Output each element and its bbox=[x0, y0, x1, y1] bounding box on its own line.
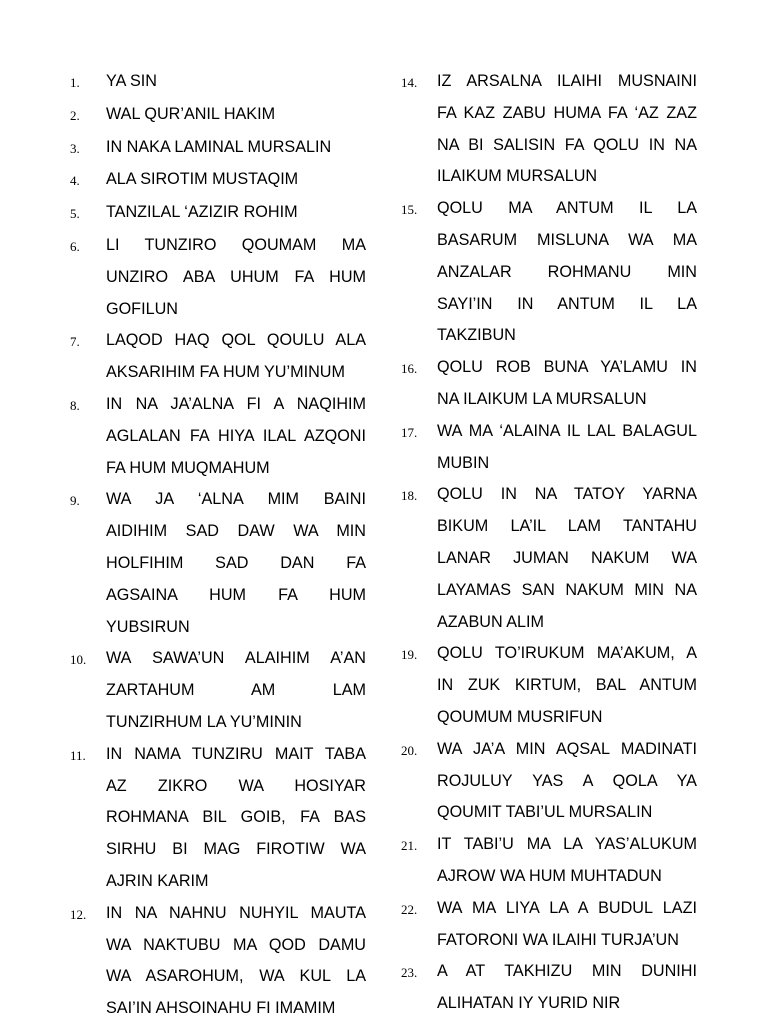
verse-number: 6. bbox=[70, 238, 80, 254]
verse-line: WA JA ‘ALNA MIM BAINI bbox=[106, 490, 366, 509]
verse-line: WA NAKTUBU MA QOD DAMU bbox=[106, 935, 366, 954]
verse-line: IN NAMA TUNZIRU MAIT TABA bbox=[106, 744, 366, 763]
verse-item bbox=[401, 638, 697, 733]
verse-line: LI TUNZIRO QOUMAM MA bbox=[106, 235, 366, 254]
verse-line: SIRHU BI MAG FIROTIW WA bbox=[106, 840, 366, 859]
verse-text bbox=[437, 734, 697, 829]
verse-line: IN NAKA LAMINAL MURSALIN bbox=[106, 137, 332, 156]
verse-line: WA ASAROHUM, WA KUL LA bbox=[106, 967, 366, 986]
verse-text bbox=[106, 325, 366, 389]
verse-line: IN ZUK KIRTUM, BAL ANTUM bbox=[437, 676, 697, 695]
verse-number: 4. bbox=[70, 173, 80, 189]
verse-number: 15. bbox=[401, 202, 418, 218]
verse-line: FATORONI WA ILAIHI TURJA’UN bbox=[437, 930, 679, 949]
verse-item bbox=[70, 739, 366, 898]
verse-text bbox=[437, 66, 697, 193]
verse-line: QOLU ROB BUNA YA’LAMU IN bbox=[437, 358, 697, 377]
verse-line: BIKUM LA’IL LAM TANTAHU bbox=[437, 517, 697, 536]
verse-number: 2. bbox=[70, 107, 80, 123]
verse-line: AJRIN KARIM bbox=[106, 871, 209, 890]
verse-line: BASARUM MISLUNA WA MA bbox=[437, 230, 697, 249]
verse-text bbox=[437, 193, 697, 352]
verse-number: 17. bbox=[401, 424, 418, 440]
verse-line: AGSAINA HUM FA HUM bbox=[106, 585, 366, 604]
verse-number: 5. bbox=[70, 206, 80, 222]
verse-item bbox=[401, 193, 697, 352]
verse-line: A AT TAKHIZU MIN DUNIHI bbox=[437, 962, 697, 981]
verse-line: YA SIN bbox=[106, 72, 157, 90]
verse-line: FA HUM MUQMAHUM bbox=[106, 458, 270, 477]
verse-text bbox=[106, 66, 366, 98]
verse-line: QOLU TO’IRUKUM MA’AKUM, A bbox=[437, 644, 697, 663]
verse-text bbox=[437, 638, 697, 733]
verse-number: 19. bbox=[401, 647, 418, 663]
verse-line: AIDIHIM SAD DAW WA MIN bbox=[106, 522, 366, 541]
verse-number: 3. bbox=[70, 140, 80, 156]
verse-number: 1. bbox=[70, 75, 80, 90]
verse-line: LAYAMAS SAN NAKUM MIN NA bbox=[437, 580, 697, 599]
verse-item bbox=[401, 734, 697, 829]
verse-item bbox=[401, 829, 697, 893]
verse-line: QOUMUM MUSRIFUN bbox=[437, 707, 603, 726]
verse-text bbox=[106, 739, 366, 898]
verse-item bbox=[401, 352, 697, 416]
verse-item bbox=[70, 99, 366, 132]
verse-item bbox=[70, 484, 366, 643]
verse-line: NA ILAIKUM LA MURSALUN bbox=[437, 389, 647, 408]
verse-line: QOLU MA ANTUM IL LA bbox=[437, 199, 697, 218]
verse-line: SAYI’IN IN ANTUM IL LA bbox=[437, 294, 697, 313]
right-verse-column bbox=[401, 66, 697, 1020]
verse-line: IN NA JA’ALNA FI A NAQIHIM bbox=[106, 394, 366, 413]
verse-item bbox=[70, 325, 366, 389]
verse-line: ILAIKUM MURSALUN bbox=[437, 167, 598, 186]
verse-line: YUBSIRUN bbox=[106, 617, 190, 636]
verse-line: AKSARIHIM FA HUM YU’MINUM bbox=[106, 363, 345, 382]
verse-item bbox=[401, 66, 697, 193]
verse-text bbox=[437, 479, 697, 638]
verse-line: ALIHATAN IY YURID NIR bbox=[437, 994, 621, 1013]
verse-text bbox=[106, 389, 366, 484]
verse-text bbox=[437, 893, 697, 957]
verse-line: TANZILAL ‘AZIZIR ROHIM bbox=[106, 203, 298, 222]
verse-line: WA MA ‘ALAINA IL LAL BALAGUL bbox=[437, 421, 697, 440]
verse-text bbox=[106, 197, 366, 229]
verse-line: QOUMIT TABI’UL MURSALIN bbox=[437, 803, 653, 822]
verse-number: 12. bbox=[70, 906, 87, 922]
verse-line: WA MA LIYA LA A BUDUL LAZI bbox=[437, 898, 697, 917]
left-verse-column bbox=[70, 66, 366, 1025]
verse-line: UNZIRO ABA UHUM FA HUM bbox=[106, 267, 366, 286]
verse-text bbox=[437, 352, 697, 416]
verse-number: 23. bbox=[401, 965, 418, 981]
verse-text bbox=[106, 230, 366, 325]
verse-line: ZARTAHUM AM LAM bbox=[106, 681, 366, 700]
verse-line: ROJULUY YAS A QOLA YA bbox=[437, 771, 697, 790]
verse-item bbox=[70, 389, 366, 484]
verse-line: HOLFIHIM SAD DAN FA bbox=[106, 553, 366, 572]
verse-line: TAKZIBUN bbox=[437, 326, 516, 345]
verse-line: AGLALAN FA HIYA ILAL AZQONI bbox=[106, 426, 366, 445]
verse-item bbox=[70, 164, 366, 197]
verse-line: QOLU IN NA TATOY YARNA bbox=[437, 485, 697, 504]
verse-line: LANAR JUMAN NAKUM WA bbox=[437, 548, 697, 567]
verse-line: WA SAWA’UN ALAIHIM A’AN bbox=[106, 649, 366, 668]
verse-number: 22. bbox=[401, 901, 418, 917]
verse-item bbox=[70, 132, 366, 165]
verse-item bbox=[401, 479, 697, 638]
verse-number: 8. bbox=[70, 397, 80, 413]
verse-line: TUNZIRHUM LA YU’MININ bbox=[106, 712, 302, 731]
verse-line: GOFILUN bbox=[106, 299, 178, 318]
verse-item bbox=[70, 230, 366, 325]
verse-number: 21. bbox=[401, 838, 418, 854]
verse-text bbox=[106, 164, 366, 196]
verse-number: 14. bbox=[401, 75, 418, 90]
verse-line: IT TABI’U MA LA YAS’ALUKUM bbox=[437, 835, 697, 854]
verse-item bbox=[401, 956, 697, 1020]
verse-text bbox=[437, 956, 697, 1020]
verse-number: 7. bbox=[70, 334, 80, 350]
verse-text bbox=[106, 898, 366, 1025]
verse-item bbox=[401, 416, 697, 480]
verse-text bbox=[106, 132, 366, 164]
verse-text bbox=[437, 829, 697, 893]
verse-number: 20. bbox=[401, 742, 418, 758]
verse-line: IN NA NAHNU NUHYIL MAUTA bbox=[106, 903, 366, 922]
verse-item bbox=[70, 66, 366, 99]
verse-text bbox=[106, 643, 366, 738]
verse-number: 18. bbox=[401, 488, 418, 504]
verse-line: WAL QUR’ANIL HAKIM bbox=[106, 104, 276, 123]
verse-line: FA KAZ ZABU HUMA FA ‘AZ ZAZ bbox=[437, 103, 697, 122]
verse-line: AZ ZIKRO WA HOSIYAR bbox=[106, 776, 366, 795]
verse-line: ALA SIROTIM MUSTAQIM bbox=[106, 170, 299, 189]
verse-line: ROHMANA BIL GOIB, FA BAS bbox=[106, 808, 366, 827]
verse-line: NA BI SALISIN FA QOLU IN NA bbox=[437, 135, 697, 154]
verse-number: 10. bbox=[70, 652, 87, 668]
verse-text bbox=[437, 416, 697, 480]
verse-number: 11. bbox=[70, 747, 86, 763]
verse-item bbox=[70, 197, 366, 230]
verse-item bbox=[70, 898, 366, 1025]
verse-number: 16. bbox=[401, 361, 418, 377]
verse-item bbox=[401, 893, 697, 957]
verse-number: 9. bbox=[70, 493, 80, 509]
verse-line: WA JA’A MIN AQSAL MADINATI bbox=[437, 739, 697, 758]
verse-line: AZABUN ALIM bbox=[437, 612, 545, 631]
verse-line: SAI’IN AHSOINAHU FI IMAMIM bbox=[106, 999, 336, 1018]
verse-line: IZ ARSALNA ILAIHI MUSNAINI bbox=[437, 72, 697, 90]
verse-line: LAQOD HAQ QOL QOULU ALA bbox=[106, 331, 366, 350]
verse-line: ANZALAR ROHMANU MIN bbox=[437, 262, 697, 281]
verse-item bbox=[70, 643, 366, 738]
verse-line: AJROW WA HUM MUHTADUN bbox=[437, 866, 662, 885]
verse-text bbox=[106, 99, 366, 131]
verse-text bbox=[106, 484, 366, 643]
verse-line: MUBIN bbox=[437, 453, 490, 472]
